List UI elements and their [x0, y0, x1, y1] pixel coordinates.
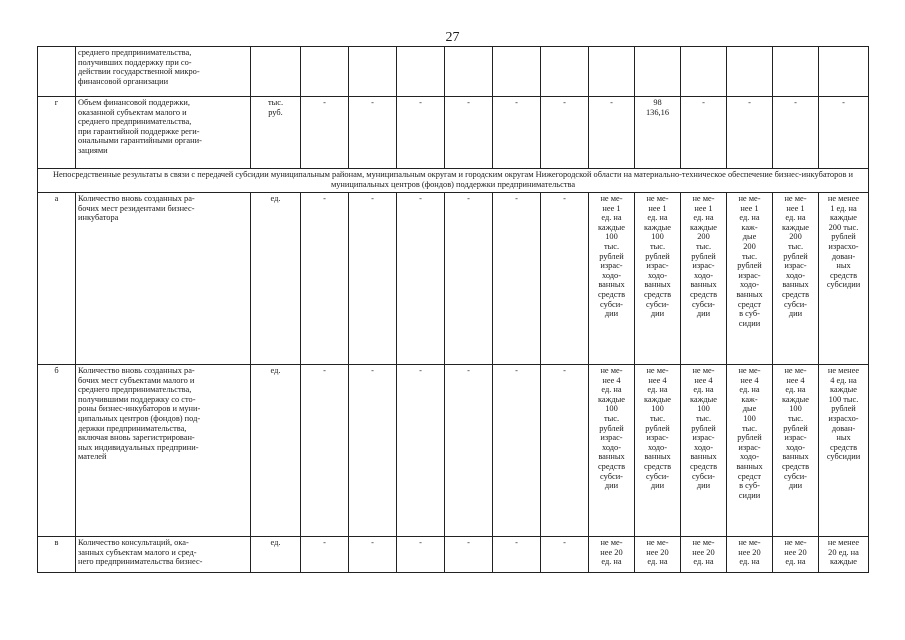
- row-unit: ед.: [251, 193, 301, 365]
- table-row: [38, 47, 869, 97]
- table-cell: [819, 47, 869, 97]
- table-cell: [773, 47, 819, 97]
- table-cell: -: [301, 537, 349, 573]
- table-cell: не ме- нее 1 ед. на каждые 100 тыс. рублей израс- ходо- ванных средств субси- дии: [635, 193, 681, 365]
- table-cell: -: [773, 97, 819, 169]
- row-unit: [251, 47, 301, 97]
- table-cell: -: [349, 193, 397, 365]
- table-cell: -: [397, 193, 445, 365]
- table-cell: не ме- нее 1 ед. на каждые 200 тыс. рублей израс- ходо- ванных средств субси- дии: [681, 193, 727, 365]
- table-cell: 98 136,16: [635, 97, 681, 169]
- table-cell: [349, 47, 397, 97]
- table-cell: -: [819, 97, 869, 169]
- row-key: б: [38, 365, 76, 537]
- table-cell: [397, 47, 445, 97]
- table-cell: -: [301, 97, 349, 169]
- table-cell: [445, 47, 493, 97]
- section-heading-row: [38, 169, 869, 193]
- table-cell: [541, 47, 589, 97]
- table-cell: не ме- нее 20 ед. на: [589, 537, 635, 573]
- row-unit: ед.: [251, 537, 301, 573]
- table-cell: не менее 20 ед. на каждые: [819, 537, 869, 573]
- table-cell: -: [445, 97, 493, 169]
- table-cell: не ме- нее 4 ед. на каждые 100 тыс. рублей израс- ходо- ванных средств субси- дии: [589, 365, 635, 537]
- table-cell: не ме- нее 20 ед. на: [727, 537, 773, 573]
- table-cell: -: [493, 365, 541, 537]
- table-cell: -: [397, 365, 445, 537]
- table-cell: не ме- нее 20 ед. на: [773, 537, 819, 573]
- table-cell: не ме- нее 1 ед. на каж- дые 200 тыс. рублей израс- ходо- ванных средст в суб- сидии: [727, 193, 773, 365]
- table-cell: -: [349, 365, 397, 537]
- table-cell: не менее 1 ед. на каждые 200 тыс. рублей израсхо- дован- ных средств субсидии: [819, 193, 869, 365]
- table-cell: -: [301, 365, 349, 537]
- table-cell: не ме- нее 4 ед. на каждые 100 тыс. рублей израс- ходо- ванных средств субси- дии: [773, 365, 819, 537]
- page-number: 27: [445, 30, 460, 45]
- table-cell: не ме- нее 4 ед. на каждые 100 тыс. рублей израс- ходо- ванных средств субси- дии: [635, 365, 681, 537]
- table-row: [38, 193, 869, 365]
- table-cell: -: [397, 537, 445, 573]
- row-label: Объем финансовой поддержки, оказанной субъектам малого и среднего предпринимательства, при гарантийной поддержке реги- ональными гарантийными органи- зациями: [76, 97, 251, 169]
- table-cell: -: [727, 97, 773, 169]
- section-heading: Непосредственные результаты в связи с передачей субсидии муниципальным районам, муниципальным округам и городским округам Нижегородской области на материально-техническое обеспечение бизнес-инкубаторов и муниципальных центров (фондов) поддержки предпринимательства: [38, 169, 869, 193]
- row-label: Количество вновь созданных ра- бочих мест резидентами бизнес- инкубатора: [76, 193, 251, 365]
- table-cell: [493, 47, 541, 97]
- row-unit: ед.: [251, 365, 301, 537]
- table-cell: не ме- нее 4 ед. на каж- дые 100 тыс. рублей израс- ходо- ванных средст в суб- сидии: [727, 365, 773, 537]
- table-cell: не ме- нее 4 ед. на каждые 100 тыс. рублей израс- ходо- ванных средств субси- дии: [681, 365, 727, 537]
- table-cell: не ме- нее 20 ед. на: [635, 537, 681, 573]
- table-cell: не ме- нее 20 ед. на: [681, 537, 727, 573]
- row-label: среднего предпринимательства, получивших поддержку при со- действии государственной микро- финансовой организации: [76, 47, 251, 97]
- table-cell: -: [541, 97, 589, 169]
- table-row: [38, 97, 869, 169]
- table-cell: -: [681, 97, 727, 169]
- table-cell: -: [541, 537, 589, 573]
- row-key: в: [38, 537, 76, 573]
- table-cell: [681, 47, 727, 97]
- table-cell: -: [541, 193, 589, 365]
- table-cell: не менее 4 ед. на каждые 100 тыс. рублей израсхо- дован- ных средств субсидии: [819, 365, 869, 537]
- table-cell: [301, 47, 349, 97]
- table-cell: -: [397, 97, 445, 169]
- table-cell: -: [445, 193, 493, 365]
- table-cell: [635, 47, 681, 97]
- table-row: [38, 537, 869, 573]
- table-cell: -: [445, 537, 493, 573]
- table-cell: [589, 47, 635, 97]
- table-cell: -: [493, 193, 541, 365]
- table-cell: не ме- нее 1 ед. на каждые 200 тыс. рублей израс- ходо- ванных средств субси- дии: [773, 193, 819, 365]
- row-label: Количество консультаций, ока- занных субъектам малого и сред- него предпринимательства бизнес-: [76, 537, 251, 573]
- table-cell: -: [493, 537, 541, 573]
- row-unit: тыс. руб.: [251, 97, 301, 169]
- table-cell: -: [301, 193, 349, 365]
- row-key: г: [38, 97, 76, 169]
- row-label: Количество вновь созданных ра- бочих мест субъектами малого и среднего предпринимательства, получившими поддержку со сто- роны бизнес-инкубаторов и муни- ципальных центров (фондов) под- держки предпринимательства, включая вновь зарегистрирован- ных индивидуальных предприни- мателей: [76, 365, 251, 537]
- table-cell: -: [445, 365, 493, 537]
- row-key: [38, 47, 76, 97]
- table-cell: -: [541, 365, 589, 537]
- indicators-table: [37, 46, 869, 573]
- table-cell: не ме- нее 1 ед. на каждые 100 тыс. рублей израс- ходо- ванных средств субси- дии: [589, 193, 635, 365]
- table-cell: -: [349, 97, 397, 169]
- table-cell: -: [589, 97, 635, 169]
- table-cell: -: [493, 97, 541, 169]
- table-row: [38, 365, 869, 537]
- table-cell: -: [349, 537, 397, 573]
- row-key: а: [38, 193, 76, 365]
- table-cell: [727, 47, 773, 97]
